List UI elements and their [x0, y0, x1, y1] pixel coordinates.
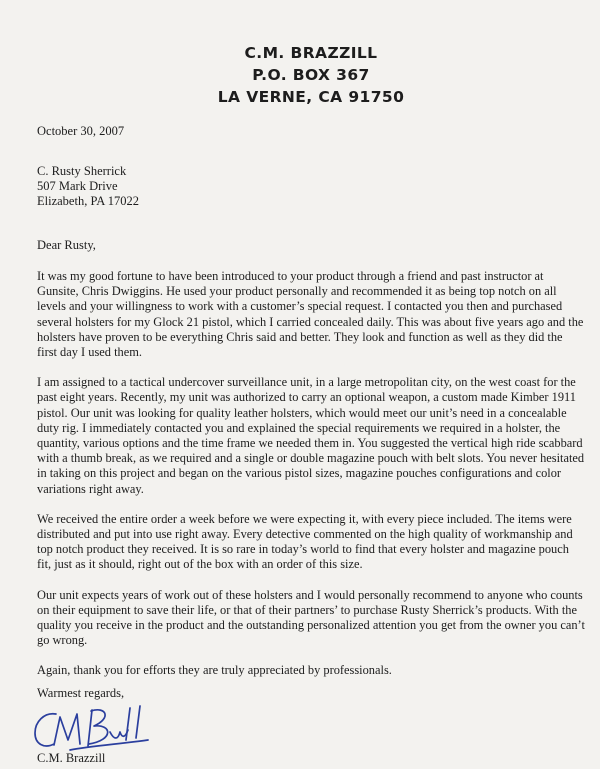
letterhead-address-line-2: LA VERNE, CA 91750 — [217, 88, 405, 106]
letterhead-name: C.M. BRAZZILL — [244, 44, 378, 62]
recipient-city: Elizabeth, PA 17022 — [37, 194, 139, 208]
letter-body — [37, 269, 585, 694]
handwritten-signature — [30, 700, 180, 758]
signature-strokes — [35, 706, 148, 750]
salutation: Dear Rusty, — [37, 238, 96, 252]
recipient-address — [37, 164, 139, 209]
body-paragraph-2: I am assigned to a tactical undercover surveillance unit, in a large metropolitan city, on the west coast for the past eight years. Recently, my unit was authorized to carry an optional weapon, a custom made Kimber 1911 pistol. Our unit was looking for quality leather holsters, which would meet our unit’s need in a concealable duty rig. I immediately contacted you and explained the special requirements we required in a holster, the quantity, various options and the time frame we needed them in. You suggested the vertical high ride scabbard with a thumb break, as we required and a single or double magazine pouch with belt slots. You never hesitated in taking on this project and began on the various pistol sizes, magazine pouches configurations and color variations right away. — [37, 375, 585, 496]
signer-name: C.M. Brazzill — [37, 751, 106, 765]
body-paragraph-1: It was my good fortune to have been introduced to your product through a friend and past instructor at Gunsite, Chris Dwiggins. He used your product personally and recommended it as being top notch on all levels and your willingness to work with a customer’s special request. I contacted you then and purchased several holsters for my Glock 21 pistol, which I carried concealed daily. This was about five years ago and the holsters have proven to be everything Chris said and better. They look and function as well as they did the first day I used them. — [37, 269, 584, 360]
body-paragraph-5: Again, thank you for efforts they are truly appreciated by professionals. — [37, 663, 392, 678]
letterhead-address-line-1: P.O. BOX 367 — [252, 66, 370, 84]
recipient-street: 507 Mark Drive — [37, 179, 118, 193]
letterhead — [0, 42, 600, 108]
letter-date: October 30, 2007 — [37, 124, 125, 138]
closing: Warmest regards, — [37, 686, 125, 700]
recipient-name: C. Rusty Sherrick — [37, 164, 127, 178]
body-paragraph-3: We received the entire order a week before we were expecting it, with every piece included. The items were distributed and put into use right away. Every detective commented on the high quality of workmanship and top notch product they received. It is so rare in today’s world to find that every holster and magazine pouch fit, just as it should, right out of the box with an order of this size. — [37, 511, 573, 572]
body-paragraph-4: Our unit expects years of work out of these holsters and I would personally recommend to anyone who counts on their equipment to save their life, or that of their partners’ to purchase Rusty Sherrick’s products. With the quality you receive in the product and the outstanding personalized attention you get from the owner you can’t go wrong. — [37, 587, 585, 648]
